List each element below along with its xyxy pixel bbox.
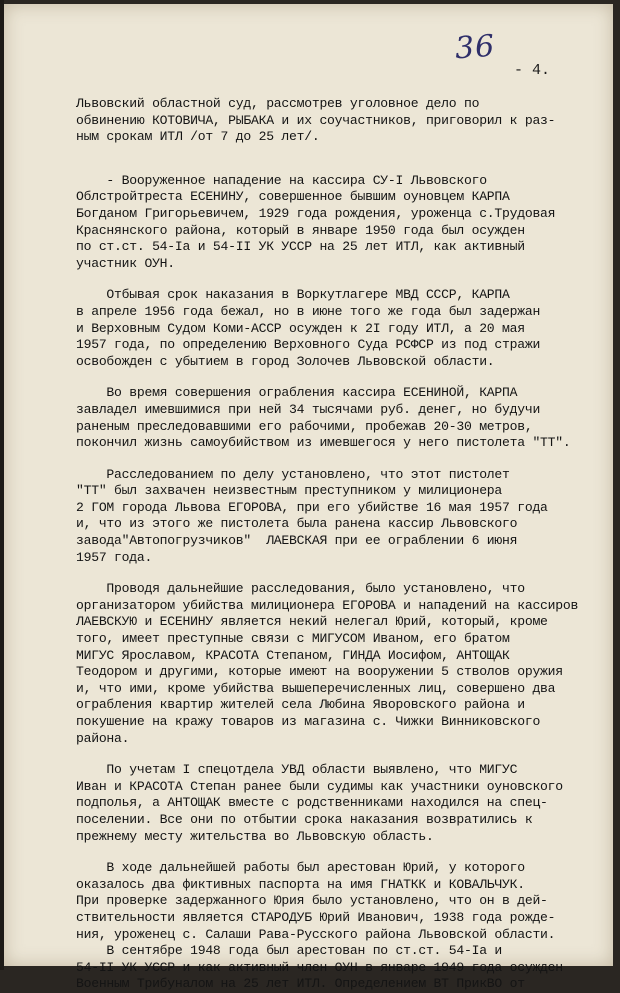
text-line: Проводя дальнейшие расследования, было установлено, что xyxy=(76,581,525,597)
text-line: Львовский областной суд, рассмотрев уголовное дело по xyxy=(76,96,480,111)
text-line: В ходе дальнейшей работы был арестован Юрий, у которого xyxy=(76,860,525,876)
text-line: Теодором и другими, которые имеют на вооружении 5 стволов оружия xyxy=(76,664,563,680)
text-line: 54-II УК УССР и как активный член ОУН в январе 1949 года осужден xyxy=(76,959,563,975)
paragraph-escape-vorkuta xyxy=(76,287,596,370)
text-line: При проверке задержанного Юрия было установлено, что он в дей- xyxy=(76,893,548,909)
paragraph-records-check xyxy=(76,762,596,845)
text-line: Богданом Григорьевичем, 1929 года рождения, уроженца с.Трудовая xyxy=(76,205,556,221)
text-line: покушение на кражу товаров из магазина с. Чижки Винниковского xyxy=(76,714,541,729)
text-line: обвинению КОТОВИЧА, РЫБАКА и их соучастников, приговорил к раз- xyxy=(76,112,556,128)
text-line: По учетам I спецотдела УВД области выявлено, что МИГУС xyxy=(76,762,518,778)
text-line: ным срокам ИТЛ /от 7 до 25 лет/. xyxy=(76,129,320,145)
text-line: и Верховным Судом Коми-АССР осужден к 2I году ИТЛ, а 20 мая xyxy=(76,320,525,336)
text-line: Краснянского района, который в январе 1950 года был осужден xyxy=(76,222,525,238)
text-line: Военным Трибуналом на 25 лет ИТЛ. Определением ВТ ПрикВО от xyxy=(76,976,525,992)
text-line: организатором убийства милиционера ЕГОРОВА и нападений на кассиров xyxy=(76,597,579,613)
text-line: оказалось два фиктивных паспорта на имя ГНАТКК и КОВАЛЬЧУК. xyxy=(76,876,525,892)
text-line: ЛАЕВСКУЮ и ЕСЕНИНУ является некий нелегал Юрий, который, кроме xyxy=(76,614,548,630)
text-line: того, имеет преступные связи с МИГУСОМ Иваном, его братом xyxy=(76,631,510,647)
text-line: завода"Автопогрузчиков" ЛАЕВСКАЯ при ее ограблении 6 июня xyxy=(76,533,518,549)
text-line: Иван и КРАСОТА Степан ранее были судимы как участники оуновского xyxy=(76,778,563,794)
text-line: по ст.ст. 54-Iа и 54-II УК УССР на 25 лет ИТЛ, как активный xyxy=(76,239,525,255)
paragraph-armed-attack xyxy=(76,173,596,273)
text-line: ствительности является СТАРОДУБ Юрий Иванович, 1938 года рожде- xyxy=(76,909,556,925)
text-line: прежнему месту жительства во Львовскую область. xyxy=(76,828,434,844)
page-number: - 4. xyxy=(514,62,551,79)
document-body xyxy=(76,96,596,993)
handwritten-folio-number: 36 xyxy=(453,28,497,67)
text-line: района. xyxy=(76,730,130,746)
paragraph-court-verdict xyxy=(76,96,596,146)
paragraph-arrest-yuri xyxy=(76,860,596,993)
text-line: и, что ими, кроме убийства вышеперечисленных лиц, совершено два xyxy=(76,680,556,696)
paragraph-further-investigation xyxy=(76,581,596,747)
text-line: МИГУС Ярославом, КРАСОТА Степаном, ГИНДА Иосифом, АНТОЩАК xyxy=(76,647,510,663)
text-line: Во время совершения ограбления кассира ЕСЕНИНОЙ, КАРПА xyxy=(76,385,518,401)
text-line: Расследованием по делу установлено, что этот пистолет xyxy=(76,466,510,482)
text-line: 1957 года, по определению Верховного Суда РСФСР из под стражи xyxy=(76,337,541,353)
text-line: Отбывая срок наказания в Воркутлагере МВД СССР, КАРПА xyxy=(76,287,510,303)
text-line: покончил жизнь самоубийством из имевшегося у него пистолета "ТТ". xyxy=(76,435,571,451)
text-line: В сентябре 1948 года был арестован по ст.ст. 54-Iа и xyxy=(76,943,503,959)
text-line: и, что из этого же пистолета была ранена кассир Львовского xyxy=(76,516,518,532)
text-line: ограбления квартир жителей села Любина Яворовского района и xyxy=(76,697,525,713)
text-line: раненым преследовавшими его рабочими, пробежав 20-30 метров, xyxy=(76,418,533,434)
text-line: участник ОУН. xyxy=(76,255,175,271)
paragraph-pistol-investigation xyxy=(76,467,596,567)
text-line: поселении. Все они по отбытии срока наказания возвратились к xyxy=(76,811,533,827)
text-line: в апреле 1956 года бежал, но в июне того же года был задержан xyxy=(76,303,541,319)
text-line: "ТТ" был захвачен неизвестным преступником у милиционера xyxy=(76,483,503,499)
text-line: завладел имевшимися при ней 34 тысячами руб. денег, но будучи xyxy=(76,401,541,417)
text-line: подполья, а АНТОЩАК вместе с родственниками находился на спец- xyxy=(76,795,548,811)
text-line: 2 ГОМ города Львова ЕГОРОВА, при его убийстве 16 мая 1957 года xyxy=(76,499,548,515)
text-line: - Вооруженное нападение на кассира СУ-I Львовского xyxy=(76,172,487,188)
paragraph-robbery-suicide xyxy=(76,385,596,451)
text-line: ния, уроженец с. Салаши Рава-Русского района Львовской области. xyxy=(76,926,556,942)
text-line: 1957 года. xyxy=(76,549,153,565)
text-line: Облстройтреста ЕСЕНИНУ, совершенное бывшим оуновцем КАРПА xyxy=(76,189,510,205)
text-line: освобожден с убытием в город Золочев Львовской области. xyxy=(76,353,495,369)
